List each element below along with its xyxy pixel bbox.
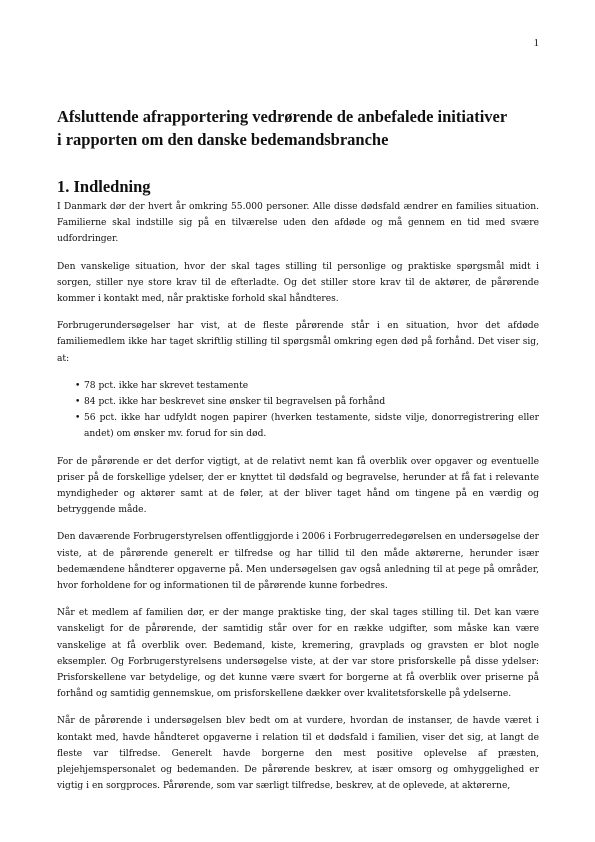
paragraph: Den daværende Forbrugerstyrelsen offentliggjorde i 2006 i Forbrugerredegørelsen en undersøgelse der viste, at de pårørende generelt er tilfredse og har tillid til den måde aktørerne, herunder især bedemændene håndterer opgaverne på. Men undersøgelsen gav også anledning til at pege på områder, hvor forholdene for og informationen til de pårørende kunne forbedres. bbox=[57, 532, 539, 592]
list-item-text: 56 pct. ikke har udfyldt nogen papirer (hverken testamente, sidste vilje, donorregistrering eller andet) om ønsker mv. forud for sin død. bbox=[84, 413, 539, 440]
list-item-text: 84 pct. ikke har beskrevet sine ønsker til begravelsen på forhånd bbox=[84, 397, 386, 408]
page-number: 1 bbox=[533, 37, 539, 49]
paragraph: Den vanskelige situation, hvor der skal tages stilling til personlige og praktiske spørgsmål midt i sorgen, stiller nye store krav til de efterladte. Og det stiller store krav til de aktører, de pårørende kommer i kontakt med, når praktiske forhold skal håndteres. bbox=[57, 261, 539, 305]
list-item-text: 78 pct. ikke har skrevet testamente bbox=[84, 380, 249, 391]
list-item bbox=[57, 394, 539, 410]
section-body bbox=[57, 199, 539, 806]
statistics-bullet-list bbox=[57, 378, 539, 443]
paragraph: For de pårørende er det derfor vigtigt, at de relativt nemt kan få overblik over opgaver og eventuelle priser på de forskellige ydelser, der er knyttet til dødsfald og begravelse, herunder at få fat i relevante myndigheder og aktører samt at de føler, at der bliver taget hånd om tingene på en værdig og betryggende måde. bbox=[57, 456, 539, 516]
document-title-line-2: i rapporten om den danske bedemandsbranche bbox=[57, 130, 389, 149]
paragraph: Forbrugerundersøgelser har vist, at de fleste pårørende står i en situation, hvor det afdøde familiemedlem ikke har taget skriftlig stilling til spørgsmål omkring egen død på forhånd. Det viser sig, at: bbox=[57, 321, 539, 364]
paragraph: Når et medlem af familien dør, er der mange praktiske ting, der skal tages stilling til. Det kan være vanskeligt for de pårørende, der samtidig står over for en række udgifter, som måske kan være vanskelige at få overblik over. Bedemand, kiste, kremering, gravplads og gravsten er blot nogle eksempler. Og Forbrugerstyrelsens undersøgelse viste, at der var store prisforskelle på disse ydelser: Prisforskellene var betydelige, og det kunne være svært for borgerne at få overblik over priserne på forhånd og samtidig gennemskue, om prisforskellene dækker over kvalitetsforskelle på ydelserne. bbox=[57, 608, 539, 700]
paragraph: I Danmark dør der hvert år omkring 55.000 personer. Alle disse dødsfald ændrer en families situation. Familierne skal indstille sig på en tilværelse uden den afdøde og må gennem en tid med svære udfordringer. bbox=[57, 202, 539, 245]
bullet-icon: • bbox=[75, 413, 81, 424]
bullet-icon: • bbox=[75, 380, 81, 391]
list-item bbox=[57, 378, 539, 394]
bullet-icon: • bbox=[75, 397, 81, 408]
paragraph: Når de pårørende i undersøgelsen blev bedt om at vurdere, hvordan de instanser, de havde været i kontakt med, havde håndteret opgaverne i relation til et dødsfald i familien, viser det sig, at langt de fleste var tilfredse. Generelt havde borgerne den mest positive oplevelse af præsten, plejehjemspersonalet og bedemanden. De pårørende beskrev, at især omsorg og omhyggelighed er vigtig i en sorgproces. Pårørende, som var særligt tilfredse, beskrev, at de oplevede, at aktørerne, bbox=[57, 716, 539, 792]
document-title-line-1: Afsluttende afrapportering vedrørende de anbefalede initiativer bbox=[57, 107, 508, 126]
section-heading: 1. Indledning bbox=[57, 177, 151, 196]
document-title bbox=[57, 105, 547, 151]
list-item bbox=[57, 410, 539, 442]
